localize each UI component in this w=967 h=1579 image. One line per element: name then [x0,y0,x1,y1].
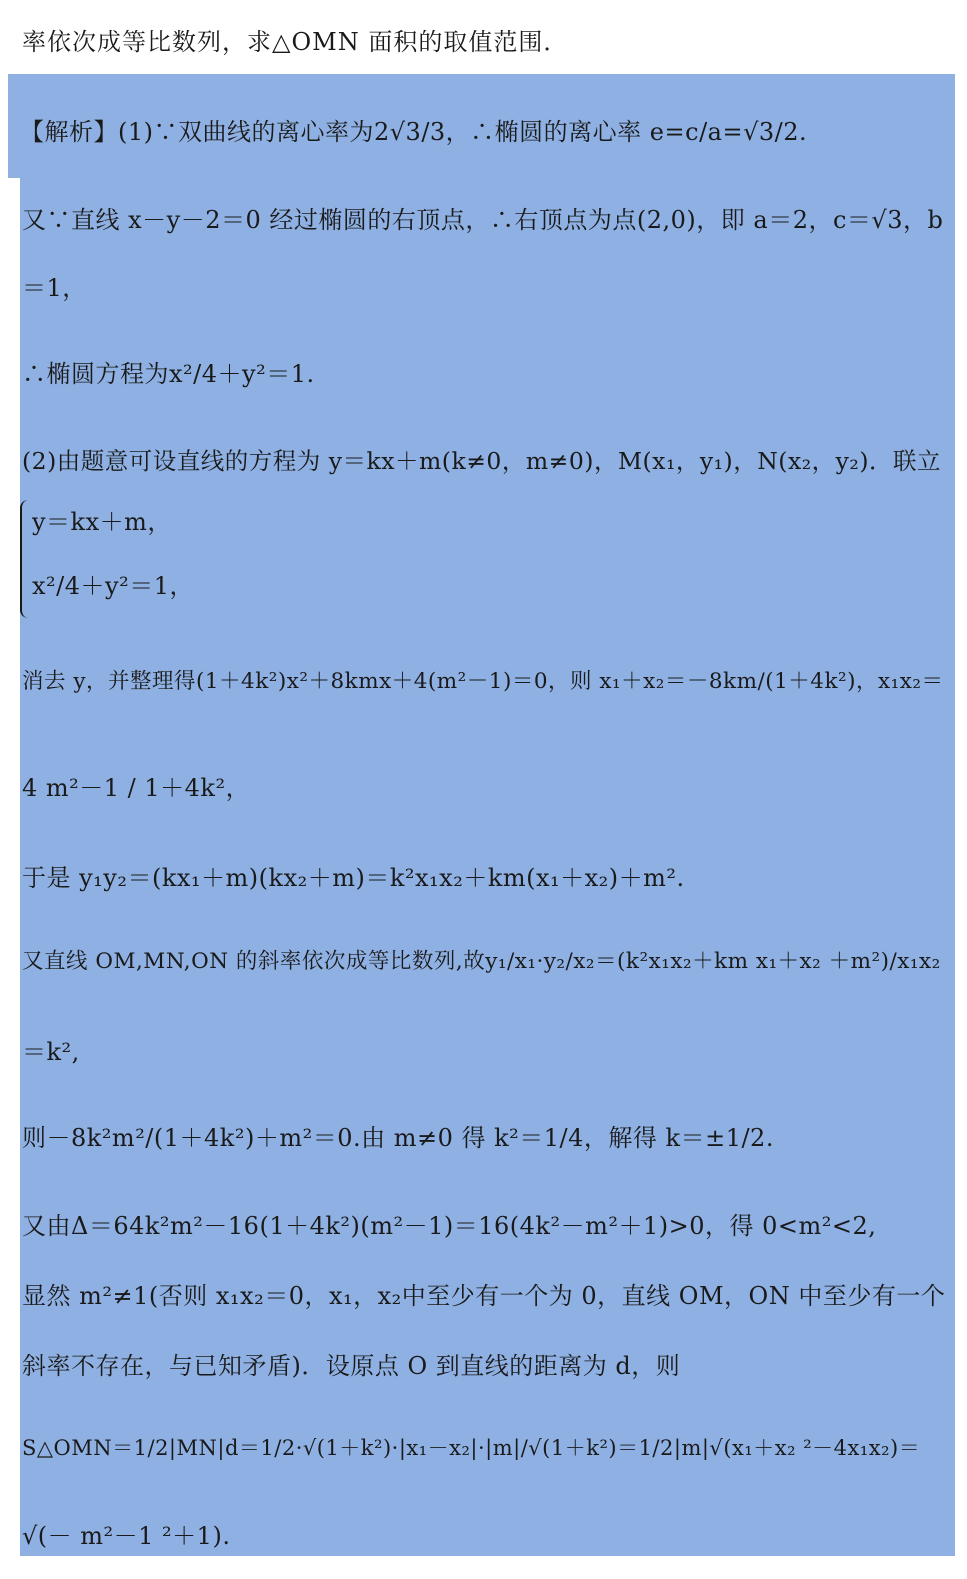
solution-panel [20,74,955,1556]
solution-line-13: 则－8k²m²/(1＋4k²)＋m²＝0.由 m≠0 得 k²＝1/4，解得 k＝±1/2. [22,1124,774,1152]
system-eq-2: x²/4＋y²＝1， [32,572,194,600]
solution-line-1: 【解析】(1)∵双曲线的离心率为2√3/3，∴椭圆的离心率 e=c/a=√3/2. [20,118,808,146]
system-eq-1: y＝kx＋m， [32,508,172,536]
solution-line-4: ∴椭圆方程为x²/4＋y²＝1. [22,360,315,388]
solution-line-9: 4 m²－1 / 1＋4k²， [22,774,251,802]
solution-line-3: ＝1， [22,274,87,302]
solution-line-2: 又∵直线 x－y－2＝0 经过椭圆的右顶点，∴右顶点为点(2,0)，即 a＝2，c＝√3，b [22,206,944,234]
system-brace [20,500,32,618]
solution-line-5: (2)由题意可设直线的方程为 y＝kx＋m(k≠0，m≠0)，M(x₁，y₁)，N(x₂，y₂)．联立 [22,447,941,475]
solution-line-8: 消去 y，并整理得(1＋4k²)x²＋8kmx＋4(m²－1)＝0，则 x₁＋x₂＝－8km/(1＋4k²)，x₁x₂＝ [22,669,944,694]
solution-line-12: ＝k², [22,1038,80,1066]
solution-line-16: 斜率不存在，与已知矛盾)．设原点 O 到直线的距离为 d，则 [22,1352,681,1380]
solution-line-11: 又直线 OM,MN,ON 的斜率依次成等比数列,故y₁/x₁·y₂/x₂＝(k²x₁x₂＋km x₁＋x₂ ＋m²)/x₁x₂ [22,949,941,974]
solution-line-10: 于是 y₁y₂＝(kx₁＋m)(kx₂＋m)＝k²x₁x₂＋km(x₁＋x₂)＋m². [22,864,685,892]
solution-line-17: S△OMN＝1/2|MN|d＝1/2·√(1＋k²)·|x₁－x₂|·|m|/√(1＋k²)＝1/2|m|√(x₁＋x₂ ²－4x₁x₂)＝ [22,1436,921,1460]
solution-line-18: √(－ m²－1 ²＋1). [22,1522,231,1550]
solution-line-15: 显然 m²≠1(否则 x₁x₂＝0，x₁，x₂中至少有一个为 0，直线 OM，ON 中至少有一个 [22,1282,946,1310]
solution-line-14: 又由Δ＝64k²m²－16(1＋4k²)(m²－1)＝16(4k²－m²＋1)>0，得 0<m²<2, [22,1212,877,1240]
problem-tail-line: 率依次成等比数列，求△OMN 面积的取值范围． [22,28,569,56]
